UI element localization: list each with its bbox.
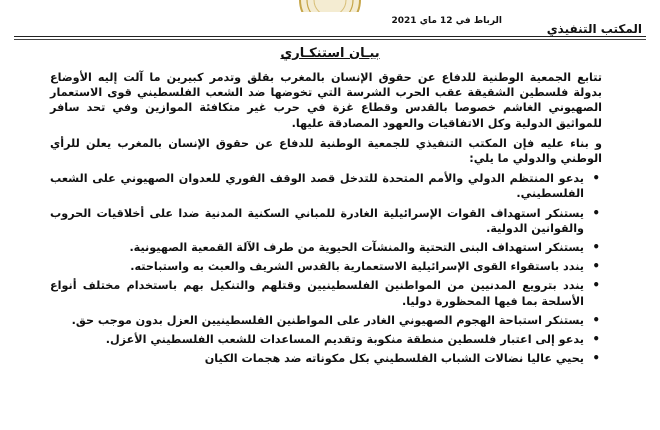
statement-title: بيـان استنكـاري [280, 46, 380, 61]
header-divider [14, 36, 646, 37]
list-item: • يستنكر استهداف القوات الإسرائيلية الغادرة للمباني السكنية المدنية ضدا على أخلاقيات الحروب والقوانين الدولية. [50, 206, 584, 236]
list-item: • يندد باستقواء القوى الإسرائيلية الاستعمارية بالقدس الشريف والعبث به واستباحته. [50, 259, 584, 274]
list-item: • يدعو المنتظم الدولي والأمم المتحدة للتدخل قصد الوقف الفوري للعدوان الصهيوني على الشعب الفلسطيني. [50, 171, 584, 201]
statement-body [50, 70, 602, 370]
list-item: • يستنكر استهداف البنى التحتية والمنشآت الحيوية من طرف الآلة القمعية الصهيونية. [50, 240, 584, 255]
list-item: • يحيي عاليا نضالات الشباب الفلسطيني بكل مكوناته ضد هجمات الكيان [50, 351, 584, 366]
list-item: • يستنكر استباحة الهجوم الصهيوني الغادر على المواطنين الفلسطينيين العزل بدون موجب حق. [50, 313, 584, 328]
demands-list [50, 171, 602, 366]
intro-paragraph: تتابع الجمعية الوطنية للدفاع عن حقوق الإنسان بالمغرب بقلق وتدمر كبيرين ما آلت إليه الأوضاع بدولة فلسطين الشقيقة عقب الحرب الشرسة التي تخوضها ضد الشعب الفلسطيني قوى الاستعمار الصهيوني الغاشم خصوصا بالقدس وقطاع غزة في حرب غير متكافئة الموازين وفي تحد سافر للمواثيق الدولية وكل الاتفاقيات والعهود المصادقة عليها. [50, 71, 602, 130]
declaration-paragraph: و بناء عليه فإن المكتب التنفيذي للجمعية الوطنية للدفاع عن حقوق الإنسان بالمغرب يعلن للرأي الوطني والدولي ما يلي: [50, 136, 602, 166]
header-divider-thin [14, 39, 646, 40]
list-item: • يندد بترويع المدنيين من المواطنين الفلسطينيين وقتلهم والتنكيل بهم باستخدام مختلف أنواع الأسلحة بما فيها المحظورة دوليا. [50, 278, 584, 308]
dateline: الرباط في 12 ماي 2021 [391, 16, 502, 26]
office-title: المكتب التنفيذي [546, 22, 642, 36]
list-item: • يدعو إلى اعتبار فلسطين منطقة منكوبة وتقديم المساعدات للشعب الفلسطيني الأعزل. [50, 332, 584, 347]
